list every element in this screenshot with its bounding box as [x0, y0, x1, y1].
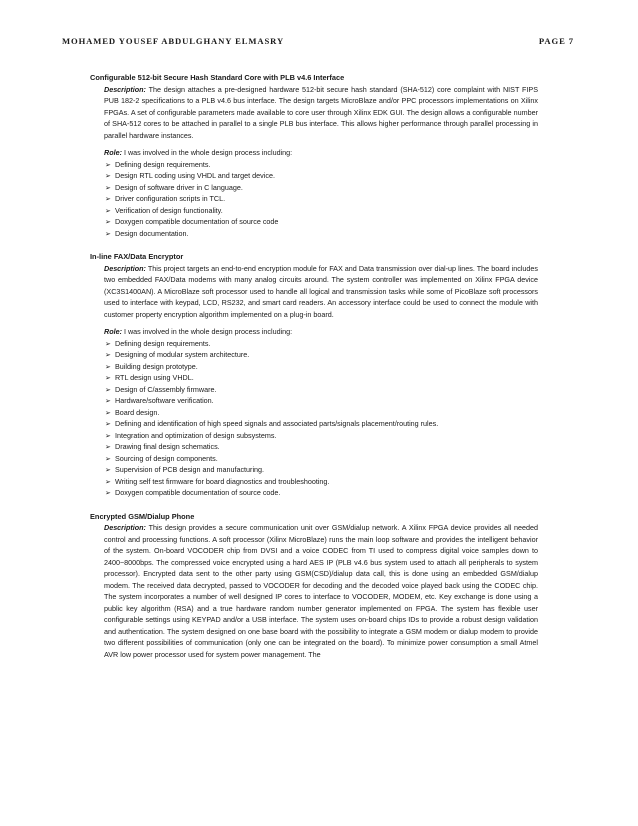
arrow-bullet-icon: ➢ — [105, 419, 112, 428]
task-text: Verification of design functionality. — [115, 205, 223, 215]
task-text: Driver configuration scripts in TCL. — [115, 194, 226, 203]
arrow-bullet-icon: ➢ — [105, 465, 112, 474]
task-text: Designing of modular system architecture. — [115, 350, 250, 359]
description-text: This project targets an end-to-end encryption module for FAX and Data transmission over dial-up lines. The board includes two embedded FAX/Data modems with many analog circuits around. The system controller was implemented on Xilinx FPGA device (XC3S1400AN). A MicroBlaze soft processor used to handle all logical and transmission tasks while some of PicoBlaze soft processors used to interface with keypad, LCD, RS232, and smart card readers. An accessory interface could be used to connect the module with customer property encryption algorithm implemented on a plug-in board. — [104, 263, 538, 319]
task-item — [104, 464, 538, 476]
arrow-bullet-icon: ➢ — [105, 171, 112, 180]
task-text: Design RTL coding using VHDL and target device. — [115, 171, 275, 180]
role-label: Role: — [104, 148, 122, 157]
project-description — [104, 522, 538, 660]
task-item — [104, 349, 538, 361]
arrow-bullet-icon: ➢ — [105, 453, 112, 463]
task-text: Writing self test firmware for board diagnostics and troubleshooting. — [115, 476, 330, 486]
project-section — [90, 72, 538, 239]
task-text: Integration and optimization of design subsystems. — [115, 430, 277, 440]
task-text: Board design. — [115, 407, 160, 417]
task-text: Design of C/assembly firmware. — [115, 384, 217, 394]
project-section — [90, 251, 538, 499]
arrow-bullet-icon: ➢ — [105, 228, 112, 238]
task-item — [104, 159, 538, 171]
task-text: Building design prototype. — [115, 361, 198, 371]
arrow-bullet-icon: ➢ — [105, 384, 112, 394]
project-title: Configurable 512-bit Secure Hash Standard Core with PLB v4.6 Interface — [90, 73, 345, 82]
task-item — [104, 487, 538, 499]
project-title: In-line FAX/Data Encryptor — [90, 252, 184, 261]
page-content — [90, 72, 538, 660]
task-list — [104, 338, 538, 499]
description-label: Description: — [104, 523, 146, 532]
project-title: Encrypted GSM/Dialup Phone — [90, 511, 195, 521]
task-item — [104, 170, 538, 182]
arrow-bullet-icon: ➢ — [105, 488, 112, 497]
arrow-bullet-icon: ➢ — [105, 205, 112, 215]
task-item — [104, 216, 538, 228]
task-item — [104, 384, 538, 396]
task-item — [104, 182, 538, 194]
description-text: This design provides a secure communication unit over GSM/dialup network. A Xilinx FPGA device provides all needed control and processing functions. A soft processor (Xilinx MicroBlaze) runs the main loop software and provides the intelligent behavior of the system. On-board VOCODER chip from DVSI and a voice CODEC from TI used to compress digital voice samples down to 2400~8000bps. The compressed voice encrypted using a hard AES IP (PLB v4.6 bus system used to attach all peripherals to system processor). Encrypted data sent to the other party using GSM(CSD)/dialup data call, this is done using an embedded GSM/dialup modem. The received data decrypted, passed to VOCODER for decoding and the decoded voice played back using the CODEC chip. The system incorporates a number of well designed IP cores to interface to VOCODER, MODEM, etc. Key exchange is done using a public key algorithm (RSA) and a true hardware random number generator implemented on FPGA. The system has flexible user configurable settings using KEYPAD and/or a USB interface. The system uses on-board chips IDs to provide a robust design validation and authentication. The system designed on one base board with the possibility to integrate a GSM modem or dialup modem to provide two different possibilities of communication (only one can be integrated on the board). To minimize power consumption a small Atmel AVR low power processor used for system power management. The — [104, 523, 538, 659]
project-description — [104, 84, 538, 142]
arrow-bullet-icon: ➢ — [105, 407, 112, 417]
arrow-bullet-icon: ➢ — [105, 338, 112, 348]
task-text: Design documentation. — [115, 228, 189, 238]
task-list — [104, 159, 538, 240]
project-description — [104, 263, 538, 321]
arrow-bullet-icon: ➢ — [105, 476, 112, 486]
task-item — [104, 476, 538, 488]
task-item — [104, 453, 538, 465]
arrow-bullet-icon: ➢ — [105, 159, 112, 169]
task-text: Defining design requirements. — [115, 338, 211, 348]
task-item — [104, 205, 538, 217]
project-section — [90, 511, 538, 661]
page-header — [62, 36, 574, 52]
arrow-bullet-icon: ➢ — [105, 194, 112, 203]
author-name: MOHAMED YOUSEF ABDULGHANY ELMASRY — [62, 36, 285, 46]
arrow-bullet-icon: ➢ — [105, 442, 112, 451]
task-item — [104, 361, 538, 373]
description-label: Description: — [104, 263, 146, 273]
task-text: Defining design requirements. — [115, 159, 211, 169]
task-item — [104, 441, 538, 453]
task-item — [104, 407, 538, 419]
task-item — [104, 430, 538, 442]
description-text: The design attaches a pre-designed hardware 512-bit secure hash standard (SHA-512) core complaint with NIST FIPS PUB 182-2 specifications to a PLB v4.6 bus interface. The design targets MicroBlaze and/or PPC processors implementations on Xilinx FPGAs. A set of configurable parameters made available to core user through Xilinx EDK GUI. The design allows a configurable number of SHA-512 cores to be attached in parallel to a single PLB bus interface. This allows higher performance through parallel processing in parallel hardware instances. — [104, 84, 538, 140]
page-number: PAGE 7 — [538, 36, 574, 46]
arrow-bullet-icon: ➢ — [105, 373, 112, 382]
task-item — [104, 338, 538, 350]
arrow-bullet-icon: ➢ — [105, 182, 112, 192]
project-role — [104, 147, 538, 159]
arrow-bullet-icon: ➢ — [105, 430, 112, 440]
role-text: I was involved in the whole design process including: — [123, 148, 293, 157]
task-item — [104, 193, 538, 205]
task-text: RTL design using VHDL. — [115, 373, 194, 382]
role-text: I was involved in the whole design process including: — [123, 327, 293, 336]
task-text: Sourcing of design components. — [115, 453, 218, 463]
project-role — [104, 326, 538, 338]
task-text: Design of software driver in C language. — [115, 182, 243, 192]
role-label: Role: — [104, 327, 122, 336]
task-text: Supervision of PCB design and manufacturing. — [115, 465, 265, 474]
arrow-bullet-icon: ➢ — [105, 217, 112, 226]
arrow-bullet-icon: ➢ — [105, 396, 112, 405]
task-text: Doxygen compatible documentation of source code. — [115, 488, 281, 497]
description-label: Description: — [104, 84, 146, 94]
arrow-bullet-icon: ➢ — [105, 350, 112, 359]
task-text: Doxygen compatible documentation of source code — [115, 217, 279, 226]
task-text: Hardware/software verification. — [115, 396, 214, 405]
arrow-bullet-icon: ➢ — [105, 361, 112, 371]
task-item — [104, 372, 538, 384]
task-item — [104, 228, 538, 240]
task-text: Drawing final design schematics. — [115, 442, 220, 451]
task-text: Defining and identification of high speed signals and associated parts/signals placement/routing rules. — [115, 419, 439, 428]
task-item — [104, 418, 538, 430]
task-item — [104, 395, 538, 407]
